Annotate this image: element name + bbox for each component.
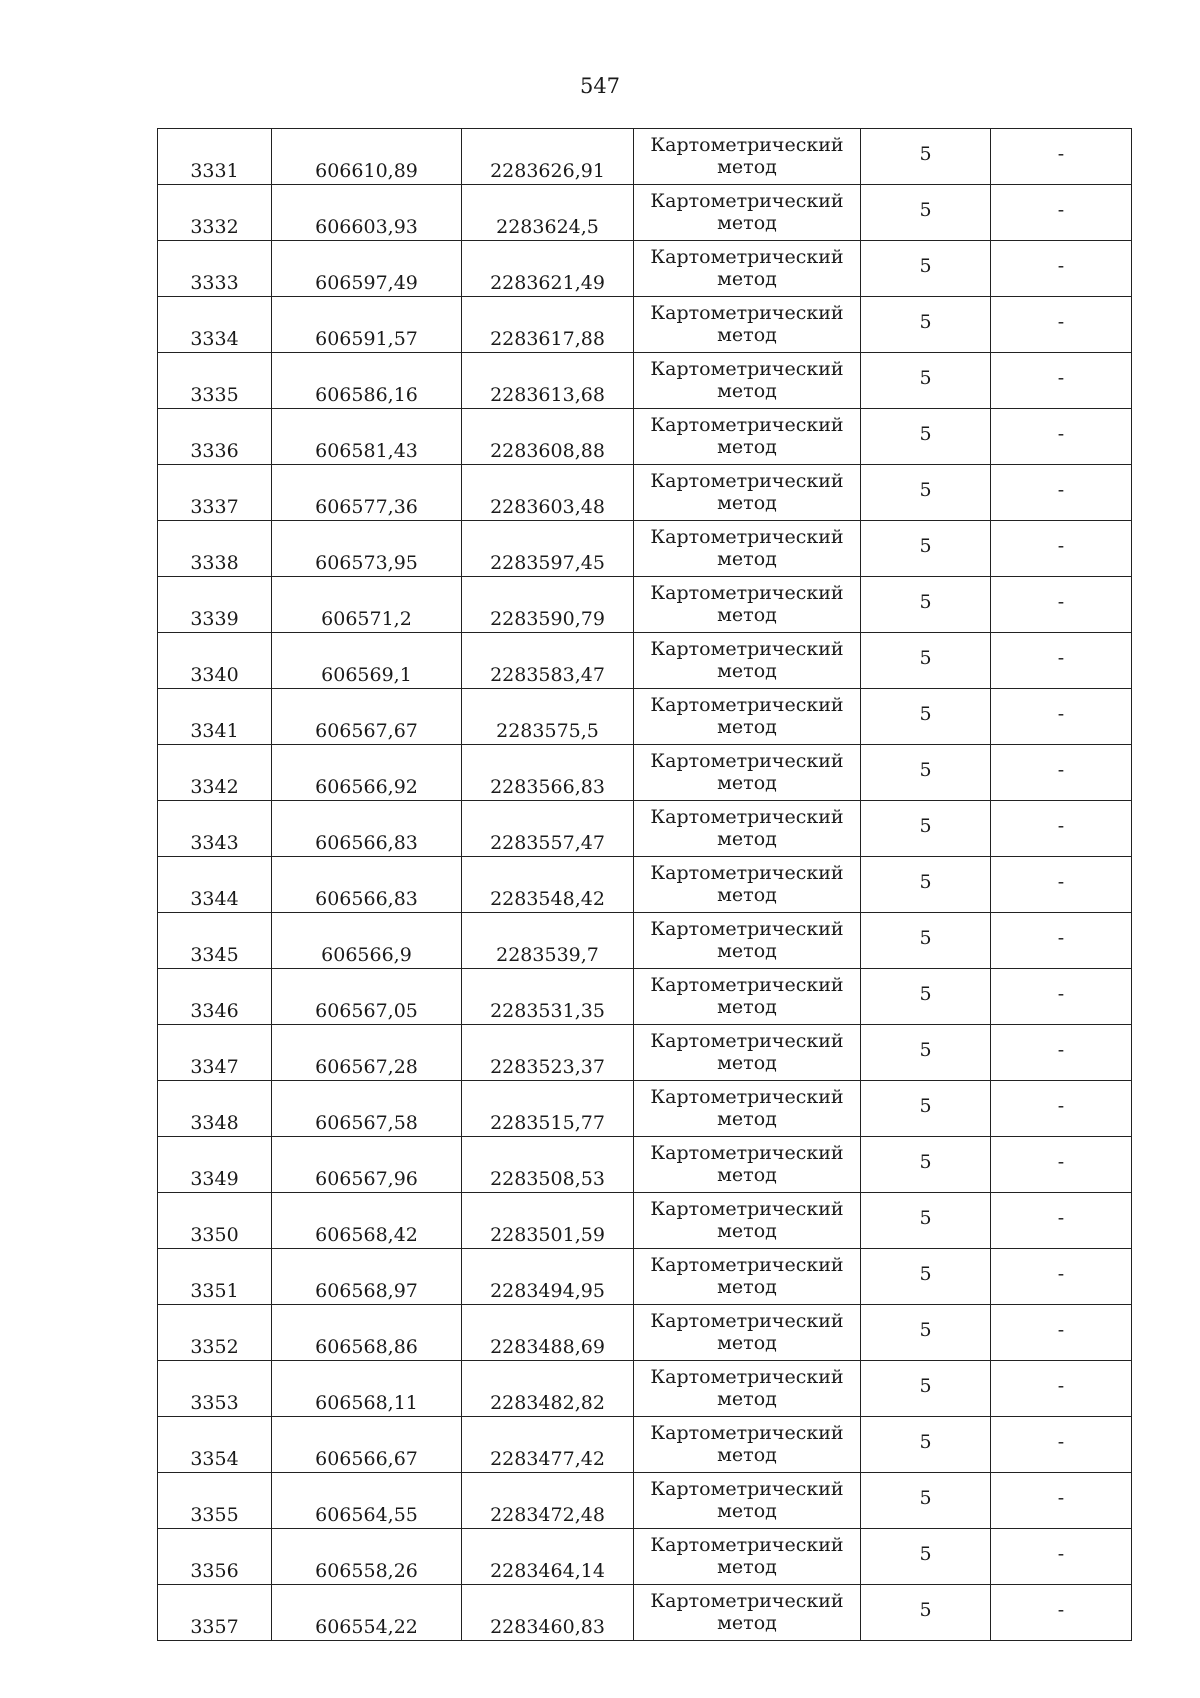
method-cell bbox=[634, 1081, 861, 1137]
accuracy-cell: 5 bbox=[861, 409, 991, 465]
point-number-cell: 3353 bbox=[158, 1361, 272, 1417]
method-line-1: Картометрический bbox=[650, 917, 844, 940]
table-row bbox=[158, 689, 1132, 745]
table-row bbox=[158, 521, 1132, 577]
x-coordinate-cell: 606581,43 bbox=[272, 409, 462, 465]
point-number-cell: 3336 bbox=[158, 409, 272, 465]
method-line-2: метод bbox=[717, 323, 777, 346]
y-coordinate-cell: 2283626,91 bbox=[462, 129, 634, 185]
method-line-2: метод bbox=[717, 939, 777, 962]
table-row bbox=[158, 969, 1132, 1025]
x-coordinate-cell: 606568,86 bbox=[272, 1305, 462, 1361]
table-row bbox=[158, 745, 1132, 801]
method-cell bbox=[634, 577, 861, 633]
method-cell bbox=[634, 913, 861, 969]
method-line-2: метод bbox=[717, 1107, 777, 1130]
note-cell: - bbox=[991, 1137, 1132, 1193]
accuracy-cell: 5 bbox=[861, 1417, 991, 1473]
y-coordinate-cell: 2283494,95 bbox=[462, 1249, 634, 1305]
method-cell bbox=[634, 521, 861, 577]
point-number-cell: 3337 bbox=[158, 465, 272, 521]
x-coordinate-cell: 606567,28 bbox=[272, 1025, 462, 1081]
method-cell bbox=[634, 745, 861, 801]
note-cell: - bbox=[991, 913, 1132, 969]
method-line-2: метод bbox=[717, 491, 777, 514]
point-number-cell: 3341 bbox=[158, 689, 272, 745]
note-cell: - bbox=[991, 857, 1132, 913]
method-line-2: метод bbox=[717, 435, 777, 458]
accuracy-cell: 5 bbox=[861, 1081, 991, 1137]
method-line-2: метод bbox=[717, 603, 777, 626]
accuracy-cell: 5 bbox=[861, 801, 991, 857]
x-coordinate-cell: 606610,89 bbox=[272, 129, 462, 185]
note-cell: - bbox=[991, 1025, 1132, 1081]
y-coordinate-cell: 2283472,48 bbox=[462, 1473, 634, 1529]
note-cell: - bbox=[991, 1529, 1132, 1585]
note-cell: - bbox=[991, 577, 1132, 633]
note-cell: - bbox=[991, 801, 1132, 857]
table-row bbox=[158, 857, 1132, 913]
y-coordinate-cell: 2283617,88 bbox=[462, 297, 634, 353]
point-number-cell: 3340 bbox=[158, 633, 272, 689]
y-coordinate-cell: 2283613,68 bbox=[462, 353, 634, 409]
table-row bbox=[158, 1361, 1132, 1417]
point-number-cell: 3331 bbox=[158, 129, 272, 185]
accuracy-cell: 5 bbox=[861, 241, 991, 297]
table-row bbox=[158, 1305, 1132, 1361]
method-line-2: метод bbox=[717, 1219, 777, 1242]
table-row bbox=[158, 1529, 1132, 1585]
method-cell bbox=[634, 353, 861, 409]
table-row bbox=[158, 409, 1132, 465]
table-row bbox=[158, 633, 1132, 689]
method-line-1: Картометрический bbox=[650, 581, 844, 604]
accuracy-cell: 5 bbox=[861, 689, 991, 745]
method-cell bbox=[634, 241, 861, 297]
accuracy-cell: 5 bbox=[861, 1361, 991, 1417]
table-row bbox=[158, 1193, 1132, 1249]
method-line-2: метод bbox=[717, 1499, 777, 1522]
y-coordinate-cell: 2283515,77 bbox=[462, 1081, 634, 1137]
x-coordinate-cell: 606586,16 bbox=[272, 353, 462, 409]
method-line-1: Картометрический bbox=[650, 1197, 844, 1220]
table-row bbox=[158, 1249, 1132, 1305]
accuracy-cell: 5 bbox=[861, 185, 991, 241]
y-coordinate-cell: 2283539,7 bbox=[462, 913, 634, 969]
note-cell: - bbox=[991, 1305, 1132, 1361]
point-number-cell: 3338 bbox=[158, 521, 272, 577]
x-coordinate-cell: 606566,67 bbox=[272, 1417, 462, 1473]
table-row bbox=[158, 1473, 1132, 1529]
y-coordinate-cell: 2283603,48 bbox=[462, 465, 634, 521]
note-cell: - bbox=[991, 353, 1132, 409]
accuracy-cell: 5 bbox=[861, 577, 991, 633]
y-coordinate-cell: 2283464,14 bbox=[462, 1529, 634, 1585]
note-cell: - bbox=[991, 1361, 1132, 1417]
point-number-cell: 3348 bbox=[158, 1081, 272, 1137]
x-coordinate-cell: 606571,2 bbox=[272, 577, 462, 633]
table-row bbox=[158, 353, 1132, 409]
method-cell bbox=[634, 1585, 861, 1641]
method-line-2: метод bbox=[717, 1051, 777, 1074]
point-number-cell: 3354 bbox=[158, 1417, 272, 1473]
method-cell bbox=[634, 185, 861, 241]
note-cell: - bbox=[991, 1417, 1132, 1473]
method-line-2: метод bbox=[717, 659, 777, 682]
accuracy-cell: 5 bbox=[861, 353, 991, 409]
accuracy-cell: 5 bbox=[861, 913, 991, 969]
method-line-1: Картометрический bbox=[650, 1477, 844, 1500]
method-line-2: метод bbox=[717, 1443, 777, 1466]
accuracy-cell: 5 bbox=[861, 1473, 991, 1529]
note-cell: - bbox=[991, 185, 1132, 241]
method-cell bbox=[634, 1137, 861, 1193]
table-row bbox=[158, 1137, 1132, 1193]
table-row bbox=[158, 241, 1132, 297]
method-line-1: Картометрический bbox=[650, 1029, 844, 1052]
accuracy-cell: 5 bbox=[861, 633, 991, 689]
x-coordinate-cell: 606567,96 bbox=[272, 1137, 462, 1193]
method-cell bbox=[634, 1473, 861, 1529]
coordinates-table-body bbox=[158, 129, 1132, 1641]
method-line-1: Картометрический bbox=[650, 973, 844, 996]
table-row bbox=[158, 577, 1132, 633]
x-coordinate-cell: 606603,93 bbox=[272, 185, 462, 241]
x-coordinate-cell: 606597,49 bbox=[272, 241, 462, 297]
point-number-cell: 3357 bbox=[158, 1585, 272, 1641]
accuracy-cell: 5 bbox=[861, 297, 991, 353]
accuracy-cell: 5 bbox=[861, 857, 991, 913]
method-line-2: метод bbox=[717, 1163, 777, 1186]
x-coordinate-cell: 606566,83 bbox=[272, 801, 462, 857]
note-cell: - bbox=[991, 969, 1132, 1025]
y-coordinate-cell: 2283477,42 bbox=[462, 1417, 634, 1473]
method-line-2: метод bbox=[717, 1331, 777, 1354]
method-line-1: Картометрический bbox=[650, 189, 844, 212]
x-coordinate-cell: 606567,05 bbox=[272, 969, 462, 1025]
point-number-cell: 3335 bbox=[158, 353, 272, 409]
x-coordinate-cell: 606566,92 bbox=[272, 745, 462, 801]
accuracy-cell: 5 bbox=[861, 969, 991, 1025]
method-line-1: Картометрический bbox=[650, 805, 844, 828]
table-row bbox=[158, 1025, 1132, 1081]
method-cell bbox=[634, 857, 861, 913]
method-line-1: Картометрический bbox=[650, 413, 844, 436]
y-coordinate-cell: 2283590,79 bbox=[462, 577, 634, 633]
accuracy-cell: 5 bbox=[861, 1193, 991, 1249]
table-row bbox=[158, 297, 1132, 353]
y-coordinate-cell: 2283608,88 bbox=[462, 409, 634, 465]
y-coordinate-cell: 2283523,37 bbox=[462, 1025, 634, 1081]
table-row bbox=[158, 129, 1132, 185]
method-line-1: Картометрический bbox=[650, 1589, 844, 1612]
x-coordinate-cell: 606568,42 bbox=[272, 1193, 462, 1249]
method-cell bbox=[634, 633, 861, 689]
method-line-1: Картометрический bbox=[650, 301, 844, 324]
y-coordinate-cell: 2283488,69 bbox=[462, 1305, 634, 1361]
method-line-2: метод bbox=[717, 547, 777, 570]
method-line-1: Картометрический bbox=[650, 693, 844, 716]
note-cell: - bbox=[991, 1585, 1132, 1641]
method-line-2: метод bbox=[717, 379, 777, 402]
point-number-cell: 3356 bbox=[158, 1529, 272, 1585]
method-cell bbox=[634, 1529, 861, 1585]
accuracy-cell: 5 bbox=[861, 1305, 991, 1361]
method-line-2: метод bbox=[717, 155, 777, 178]
method-line-1: Картометрический bbox=[650, 637, 844, 660]
accuracy-cell: 5 bbox=[861, 1529, 991, 1585]
note-cell: - bbox=[991, 465, 1132, 521]
point-number-cell: 3346 bbox=[158, 969, 272, 1025]
method-line-1: Картометрический bbox=[650, 1309, 844, 1332]
method-line-2: метод bbox=[717, 1387, 777, 1410]
method-line-1: Картометрический bbox=[650, 1253, 844, 1276]
point-number-cell: 3344 bbox=[158, 857, 272, 913]
method-cell bbox=[634, 689, 861, 745]
y-coordinate-cell: 2283460,83 bbox=[462, 1585, 634, 1641]
accuracy-cell: 5 bbox=[861, 1585, 991, 1641]
accuracy-cell: 5 bbox=[861, 745, 991, 801]
point-number-cell: 3343 bbox=[158, 801, 272, 857]
accuracy-cell: 5 bbox=[861, 1025, 991, 1081]
method-cell bbox=[634, 297, 861, 353]
note-cell: - bbox=[991, 1193, 1132, 1249]
method-cell bbox=[634, 1249, 861, 1305]
method-line-2: метод bbox=[717, 715, 777, 738]
x-coordinate-cell: 606577,36 bbox=[272, 465, 462, 521]
y-coordinate-cell: 2283508,53 bbox=[462, 1137, 634, 1193]
method-cell bbox=[634, 409, 861, 465]
note-cell: - bbox=[991, 129, 1132, 185]
method-line-1: Картометрический bbox=[650, 357, 844, 380]
method-line-2: метод bbox=[717, 883, 777, 906]
method-line-2: метод bbox=[717, 827, 777, 850]
method-line-1: Картометрический bbox=[650, 1533, 844, 1556]
x-coordinate-cell: 606568,97 bbox=[272, 1249, 462, 1305]
note-cell: - bbox=[991, 1249, 1132, 1305]
x-coordinate-cell: 606566,9 bbox=[272, 913, 462, 969]
method-cell bbox=[634, 1417, 861, 1473]
x-coordinate-cell: 606568,11 bbox=[272, 1361, 462, 1417]
method-line-1: Картометрический bbox=[650, 1365, 844, 1388]
method-cell bbox=[634, 129, 861, 185]
point-number-cell: 3334 bbox=[158, 297, 272, 353]
point-number-cell: 3342 bbox=[158, 745, 272, 801]
x-coordinate-cell: 606554,22 bbox=[272, 1585, 462, 1641]
note-cell: - bbox=[991, 745, 1132, 801]
y-coordinate-cell: 2283575,5 bbox=[462, 689, 634, 745]
point-number-cell: 3333 bbox=[158, 241, 272, 297]
method-line-1: Картометрический bbox=[650, 1421, 844, 1444]
note-cell: - bbox=[991, 297, 1132, 353]
note-cell: - bbox=[991, 1473, 1132, 1529]
method-line-2: метод bbox=[717, 267, 777, 290]
y-coordinate-cell: 2283557,47 bbox=[462, 801, 634, 857]
point-number-cell: 3332 bbox=[158, 185, 272, 241]
table-row bbox=[158, 913, 1132, 969]
method-line-1: Картометрический bbox=[650, 133, 844, 156]
table-row bbox=[158, 1585, 1132, 1641]
method-cell bbox=[634, 1361, 861, 1417]
table-row bbox=[158, 1417, 1132, 1473]
accuracy-cell: 5 bbox=[861, 1137, 991, 1193]
method-line-2: метод bbox=[717, 1275, 777, 1298]
note-cell: - bbox=[991, 689, 1132, 745]
x-coordinate-cell: 606558,26 bbox=[272, 1529, 462, 1585]
method-line-1: Картометрический bbox=[650, 1141, 844, 1164]
page-number: 547 bbox=[579, 74, 621, 98]
method-line-1: Картометрический bbox=[650, 469, 844, 492]
method-line-1: Картометрический bbox=[650, 245, 844, 268]
x-coordinate-cell: 606566,83 bbox=[272, 857, 462, 913]
method-cell bbox=[634, 801, 861, 857]
point-number-cell: 3345 bbox=[158, 913, 272, 969]
method-line-2: метод bbox=[717, 771, 777, 794]
table-row bbox=[158, 465, 1132, 521]
method-line-1: Картометрический bbox=[650, 861, 844, 884]
x-coordinate-cell: 606567,58 bbox=[272, 1081, 462, 1137]
accuracy-cell: 5 bbox=[861, 521, 991, 577]
table-row bbox=[158, 185, 1132, 241]
y-coordinate-cell: 2283566,83 bbox=[462, 745, 634, 801]
method-line-1: Картометрический bbox=[650, 525, 844, 548]
y-coordinate-cell: 2283597,45 bbox=[462, 521, 634, 577]
table-row bbox=[158, 1081, 1132, 1137]
y-coordinate-cell: 2283531,35 bbox=[462, 969, 634, 1025]
x-coordinate-cell: 606573,95 bbox=[272, 521, 462, 577]
note-cell: - bbox=[991, 409, 1132, 465]
y-coordinate-cell: 2283482,82 bbox=[462, 1361, 634, 1417]
note-cell: - bbox=[991, 633, 1132, 689]
point-number-cell: 3347 bbox=[158, 1025, 272, 1081]
x-coordinate-cell: 606591,57 bbox=[272, 297, 462, 353]
method-line-1: Картометрический bbox=[650, 749, 844, 772]
method-line-2: метод bbox=[717, 995, 777, 1018]
method-cell bbox=[634, 1193, 861, 1249]
y-coordinate-cell: 2283621,49 bbox=[462, 241, 634, 297]
method-line-2: метод bbox=[717, 1611, 777, 1634]
x-coordinate-cell: 606564,55 bbox=[272, 1473, 462, 1529]
y-coordinate-cell: 2283583,47 bbox=[462, 633, 634, 689]
x-coordinate-cell: 606567,67 bbox=[272, 689, 462, 745]
y-coordinate-cell: 2283548,42 bbox=[462, 857, 634, 913]
method-line-2: метод bbox=[717, 211, 777, 234]
method-cell bbox=[634, 1305, 861, 1361]
point-number-cell: 3339 bbox=[158, 577, 272, 633]
point-number-cell: 3355 bbox=[158, 1473, 272, 1529]
accuracy-cell: 5 bbox=[861, 465, 991, 521]
note-cell: - bbox=[991, 521, 1132, 577]
coordinates-table bbox=[157, 128, 1132, 1641]
note-cell: - bbox=[991, 241, 1132, 297]
method-line-1: Картометрический bbox=[650, 1085, 844, 1108]
point-number-cell: 3352 bbox=[158, 1305, 272, 1361]
x-coordinate-cell: 606569,1 bbox=[272, 633, 462, 689]
method-cell bbox=[634, 969, 861, 1025]
method-cell bbox=[634, 465, 861, 521]
method-line-2: метод bbox=[717, 1555, 777, 1578]
note-cell: - bbox=[991, 1081, 1132, 1137]
accuracy-cell: 5 bbox=[861, 1249, 991, 1305]
point-number-cell: 3349 bbox=[158, 1137, 272, 1193]
point-number-cell: 3351 bbox=[158, 1249, 272, 1305]
accuracy-cell: 5 bbox=[861, 129, 991, 185]
point-number-cell: 3350 bbox=[158, 1193, 272, 1249]
method-cell bbox=[634, 1025, 861, 1081]
y-coordinate-cell: 2283501,59 bbox=[462, 1193, 634, 1249]
y-coordinate-cell: 2283624,5 bbox=[462, 185, 634, 241]
table-row bbox=[158, 801, 1132, 857]
